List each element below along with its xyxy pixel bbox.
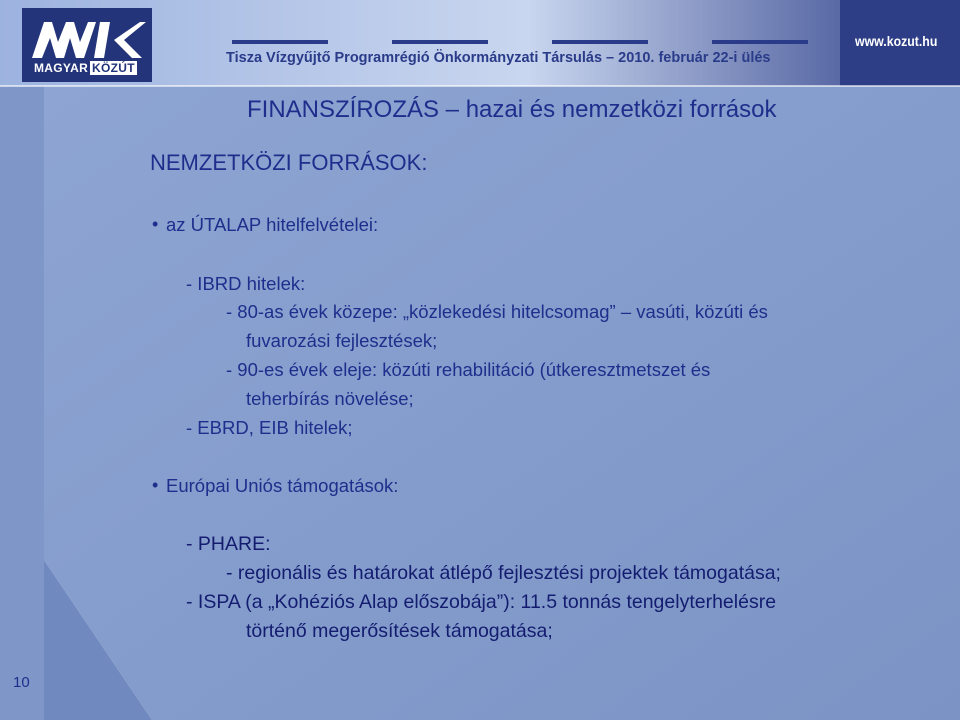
section1-line: - 80-as évek közepe: „közlekedési hitelcsomag” – vasúti, közúti és <box>226 301 768 322</box>
section2-line: - regionális és határokat átlépő fejlesztési projektek támogatása; <box>226 562 781 584</box>
section1-line: - 90-es évek eleje: közúti rehabilitáció (útkeresztmetszet és <box>226 359 711 380</box>
section1-line: - IBRD hitelek: <box>186 273 306 294</box>
left-sidebar <box>0 86 44 720</box>
section2-line: - PHARE: <box>186 533 271 555</box>
section1-heading: az ÚTALAP hitelfelvételei: <box>166 214 379 235</box>
header-bar <box>552 40 648 44</box>
section1-line: - EBRD, EIB hitelek; <box>186 417 353 438</box>
logo-word-magyar: MAGYAR <box>34 61 89 75</box>
website-link[interactable]: www.kozut.hu <box>855 33 938 49</box>
header-bar <box>392 40 488 44</box>
slide-title: FINANSZÍROZÁS – hazai és nemzetközi források <box>247 96 777 123</box>
page-number: 10 <box>13 674 30 691</box>
meeting-caption: Tisza Vízgyűjtő Programrégió Önkormányzati Társulás – 2010. február 22-i ülés <box>226 50 771 66</box>
header-bar <box>712 40 808 44</box>
header-bar <box>232 40 328 44</box>
section2-heading: Európai Uniós támogatások: <box>166 475 399 496</box>
bullet-icon: • <box>152 214 159 234</box>
slide-subtitle: NEMZETKÖZI FORRÁSOK: <box>150 150 428 175</box>
logo-word-kozut: KÖZÚT <box>92 61 135 75</box>
logo-wordmark <box>34 61 137 75</box>
bullet-icon: • <box>152 475 159 495</box>
section2-line: történő megerősítések támogatása; <box>246 620 553 642</box>
section1-line: teherbírás növelése; <box>246 388 414 409</box>
section1-line: fuvarozási fejlesztések; <box>246 330 438 351</box>
section2-line: - ISPA (a „Kohéziós Alap előszobája”): 11.5 tonnás tengelyterhelésre <box>186 591 777 613</box>
